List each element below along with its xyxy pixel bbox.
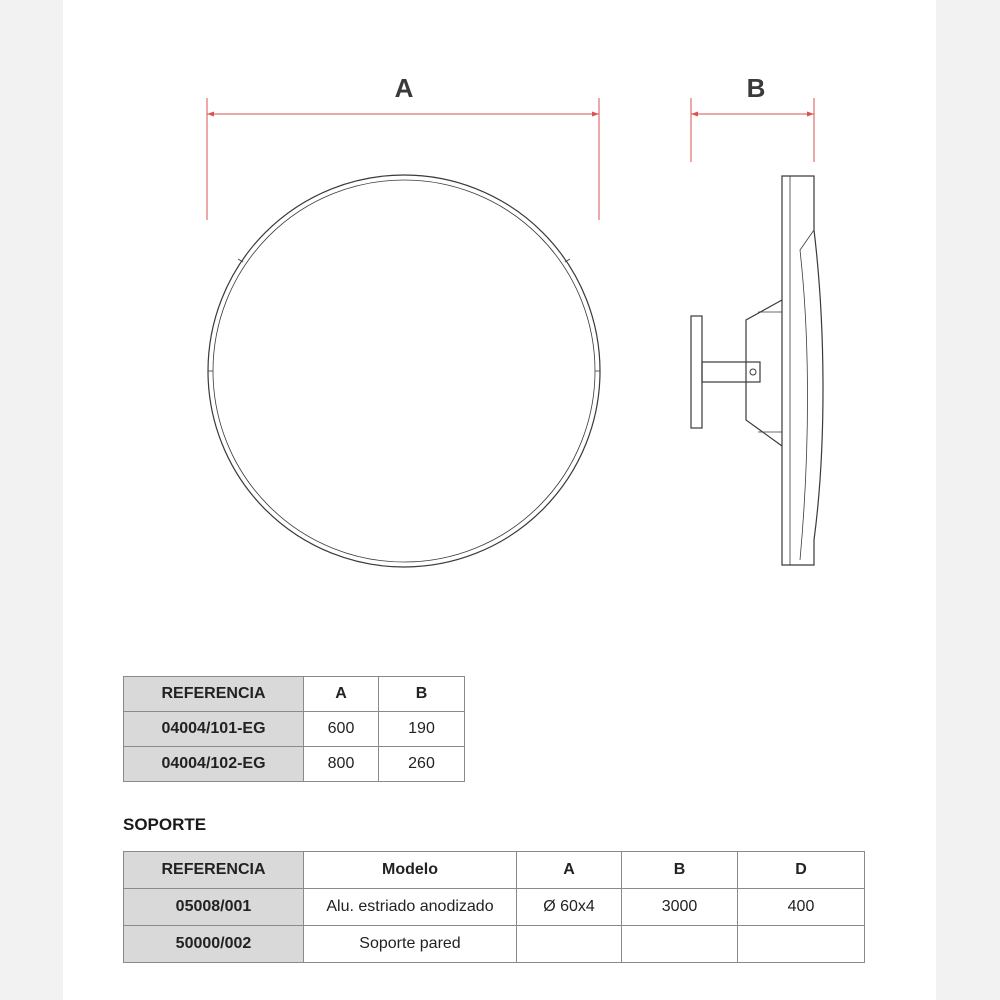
cell-b: 3000 bbox=[622, 889, 738, 926]
cell-a: 800 bbox=[304, 747, 379, 782]
table-row bbox=[124, 747, 465, 782]
table-row bbox=[124, 926, 865, 963]
cell-referencia: 50000/002 bbox=[124, 926, 304, 963]
dimension-b-label: B bbox=[746, 73, 766, 103]
cell-a: 600 bbox=[304, 712, 379, 747]
support-section-title: SOPORTE bbox=[123, 815, 207, 834]
mirror-reference-table bbox=[123, 676, 465, 782]
table-header-row bbox=[124, 677, 465, 712]
mirror-side-view bbox=[691, 176, 823, 565]
header-b: B bbox=[379, 677, 465, 712]
cell-modelo: Soporte pared bbox=[304, 926, 517, 963]
cell-referencia: 04004/102-EG bbox=[124, 747, 304, 782]
dimension-b bbox=[691, 98, 814, 162]
dimension-a-label: A bbox=[394, 73, 414, 103]
cell-d bbox=[738, 926, 865, 963]
cell-b: 190 bbox=[379, 712, 465, 747]
header-modelo: Modelo bbox=[304, 852, 517, 889]
header-a: A bbox=[304, 677, 379, 712]
mirror-front-view bbox=[208, 175, 600, 567]
table-row bbox=[124, 889, 865, 926]
header-referencia: REFERENCIA bbox=[124, 677, 304, 712]
cell-a bbox=[517, 926, 622, 963]
cell-b bbox=[622, 926, 738, 963]
header-a: A bbox=[517, 852, 622, 889]
cell-modelo: Alu. estriado anodizado bbox=[304, 889, 517, 926]
table-header-row bbox=[124, 852, 865, 889]
header-d: D bbox=[738, 852, 865, 889]
support-reference-table bbox=[123, 851, 865, 963]
cell-b: 260 bbox=[379, 747, 465, 782]
dimension-a bbox=[207, 98, 599, 220]
header-b: B bbox=[622, 852, 738, 889]
cell-a: Ø 60x4 bbox=[517, 889, 622, 926]
table-row bbox=[124, 712, 465, 747]
header-referencia: REFERENCIA bbox=[124, 852, 304, 889]
cell-referencia: 05008/001 bbox=[124, 889, 304, 926]
cell-d: 400 bbox=[738, 889, 865, 926]
cell-referencia: 04004/101-EG bbox=[124, 712, 304, 747]
